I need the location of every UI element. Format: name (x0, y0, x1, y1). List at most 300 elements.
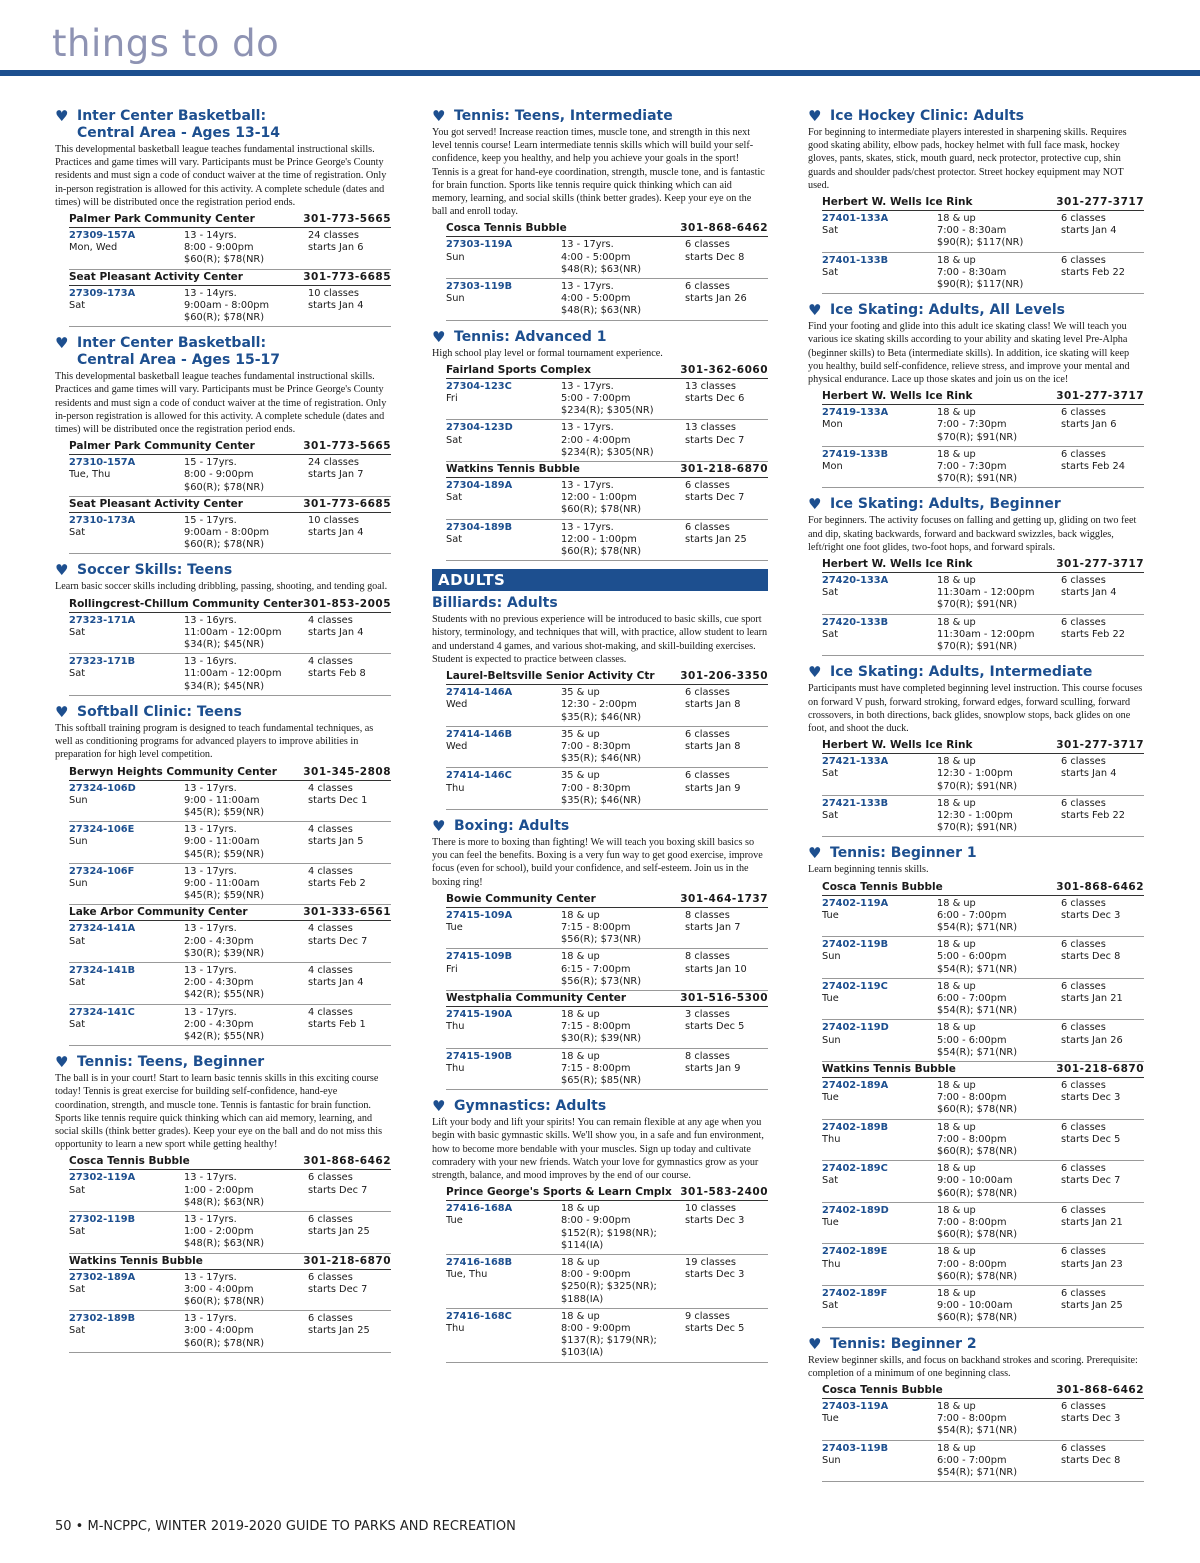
class-row (822, 1441, 1144, 1483)
cell-line: 6 classes (1061, 1246, 1106, 1258)
cell-line: Sat (822, 587, 839, 599)
class-code[interactable]: 27304-189B (446, 521, 513, 533)
cell-line: 7:15 - 8:00pm (561, 1062, 631, 1074)
class-code[interactable]: 27324-141A (69, 923, 136, 935)
activity-title-line: ♥ Tennis: Beginner 1 (830, 845, 977, 862)
location-header (446, 462, 768, 478)
cell-line: $60(R); $78(NR) (937, 1229, 1018, 1241)
cell (69, 965, 184, 1002)
class-code[interactable]: 27309-157A (69, 230, 136, 242)
class-code[interactable]: 27304-123D (446, 422, 513, 434)
cell-line: starts Dec 8 (1061, 1454, 1121, 1466)
cell-line: 13 - 17yrs. (561, 480, 614, 492)
cell-line: $70(R); $91(NR) (937, 473, 1018, 485)
cell (937, 449, 1061, 486)
class-code[interactable]: 27402-119A (822, 897, 889, 909)
cell (69, 1007, 184, 1044)
activity-title (432, 329, 768, 346)
cell-line: $60(R); $78(NR) (561, 546, 642, 558)
cell-line: $60(R); $78(NR) (184, 254, 265, 266)
cell-line: Sat (69, 1018, 86, 1030)
class-code[interactable]: 27401-133B (822, 254, 889, 266)
cell-line: $60(R); $78(NR) (937, 1187, 1018, 1199)
cell (1061, 213, 1144, 250)
cell-line: 6 classes (1061, 448, 1106, 460)
cell-line: Sun (69, 877, 88, 889)
cell-line: 6 classes (1061, 797, 1106, 809)
location-block (69, 270, 391, 328)
cell-line: Sun (69, 794, 88, 806)
class-code[interactable]: 27414-146B (446, 728, 513, 740)
class-code[interactable]: 27415-109A (446, 909, 513, 921)
activity-description: Review beginner skills, and focus on backhand strokes and scoring. Prerequisite: completion of a minimum of one beginning class. (808, 1354, 1138, 1379)
location-block (446, 991, 768, 1090)
class-code[interactable]: 27414-146A (446, 687, 513, 699)
cell-line: 13 - 17yrs. (184, 964, 237, 976)
cell (308, 1313, 391, 1350)
cell-line: Fri (446, 393, 458, 405)
cell (1061, 449, 1144, 486)
cell-line: 1:00 - 2:00pm (184, 1184, 254, 1196)
cell (937, 1401, 1061, 1438)
cell-line: Thu (446, 782, 465, 794)
cell-line: $48(R); $63(NR) (561, 305, 642, 317)
class-code[interactable]: 27323-171B (69, 656, 136, 668)
cell-line: $45(R); $59(NR) (184, 848, 265, 860)
location-block (822, 195, 1144, 294)
cell (561, 951, 685, 988)
class-row (69, 613, 391, 655)
cell (561, 422, 685, 459)
class-code[interactable]: 27304-189A (446, 480, 513, 492)
cell-line: $54(R); $71(NR) (937, 1425, 1018, 1437)
cell-line: 5:00 - 7:00pm (561, 393, 631, 405)
cell (308, 1172, 391, 1209)
cell (937, 1080, 1061, 1117)
class-code[interactable]: 27402-189B (822, 1121, 889, 1133)
cell (446, 381, 561, 418)
class-row (822, 896, 1144, 938)
cell-line: 35 & up (561, 770, 600, 782)
cell-line: Sun (69, 836, 88, 848)
location-phone: 301-206-3350 (680, 670, 768, 683)
location-block (822, 1062, 1144, 1328)
cell-line: 18 & up (937, 1204, 976, 1216)
class-code[interactable]: 27309-173A (69, 287, 136, 299)
cell-line: 13 - 17yrs. (184, 1172, 237, 1184)
cell-line: 5:00 - 6:00pm (937, 1034, 1007, 1046)
activity-title (432, 818, 768, 835)
cell-line: $152(R); $198(NR); $114(IA) (561, 1227, 657, 1251)
cell (561, 1051, 685, 1088)
activity-section (55, 108, 391, 327)
cell-line: $48(R); $63(NR) (184, 1196, 265, 1208)
activity-section (808, 302, 1144, 488)
cell-line: 6 classes (685, 770, 730, 782)
class-code[interactable]: 27416-168A (446, 1203, 513, 1215)
cell-line: 35 & up (561, 687, 600, 699)
cell-line: starts Dec 3 (685, 1215, 745, 1227)
cell-line: starts Jan 6 (1061, 419, 1117, 431)
location-phone: 301-277-3717 (1056, 390, 1144, 403)
class-code[interactable]: 27402-189D (822, 1204, 889, 1216)
class-row (69, 781, 391, 823)
cell-line: Sun (446, 251, 465, 263)
cell-line: 18 & up (561, 1203, 600, 1215)
location-phone: 301-464-1737 (680, 892, 768, 905)
cell (561, 480, 685, 517)
class-code[interactable]: 27302-119A (69, 1172, 136, 1184)
cell-line: Sat (69, 668, 86, 680)
cell-line: starts Jan 26 (1061, 1034, 1123, 1046)
cell (446, 1311, 561, 1360)
cell (69, 615, 184, 652)
class-code[interactable]: 27303-119A (446, 239, 513, 251)
cell-line: 8:00 - 9:00pm (561, 1323, 631, 1335)
class-code[interactable]: 27402-119D (822, 1022, 889, 1034)
page-footer: 50 • M-NCPPC, WINTER 2019-2020 GUIDE TO PARKS AND RECREATION (55, 1519, 516, 1534)
cell-line: 6 classes (1061, 1121, 1106, 1133)
class-code[interactable]: 27324-106D (69, 782, 136, 794)
cell-line: 18 & up (561, 909, 600, 921)
activity-title-line: ♥ Inter Center Basketball: (77, 335, 267, 352)
cell-line: 18 & up (937, 448, 976, 460)
location-name: Palmer Park Community Center (69, 213, 255, 226)
class-code[interactable]: 27416-168C (446, 1310, 512, 1322)
class-code[interactable]: 27415-109B (446, 951, 513, 963)
cell-line: 19 classes (685, 1257, 737, 1268)
class-code[interactable]: 27302-189A (69, 1271, 136, 1283)
location-header (69, 212, 391, 228)
cell-line: 7:15 - 8:00pm (561, 921, 631, 933)
cell-line: starts Jan 7 (685, 921, 741, 933)
cell-line: 7:00 - 8:00pm (937, 1133, 1007, 1145)
activity-title-line: ♥ Tennis: Advanced 1 (454, 328, 607, 345)
cell (1061, 1288, 1144, 1325)
cell (822, 407, 937, 444)
cell-line: starts Dec 5 (685, 1021, 745, 1033)
cell (69, 1214, 184, 1251)
cell-line: 12:30 - 1:00pm (937, 768, 1013, 780)
cell-line: $48(R); $63(NR) (561, 263, 642, 275)
class-code[interactable]: 27324-141C (69, 1006, 135, 1018)
cell-line: starts Dec 5 (1061, 1133, 1121, 1145)
location-name: Watkins Tennis Bubble (446, 463, 580, 476)
cell-line: 24 classes (308, 457, 360, 469)
cell (937, 407, 1061, 444)
class-code[interactable]: 27420-133A (822, 575, 889, 587)
cell (822, 213, 937, 250)
activity-section (432, 108, 768, 321)
location-block (69, 439, 391, 497)
cell (308, 923, 391, 960)
cell-line: Sat (822, 628, 839, 640)
location-phone: 301-773-6685 (303, 497, 391, 510)
activity-description: This softball training program is designed to teach fundamental techniques, as well as conditioning programs for advanced players to improve abilities in preparation for high level competition. (55, 722, 374, 761)
class-code[interactable]: 27419-133B (822, 448, 889, 460)
class-code[interactable]: 27302-189B (69, 1313, 136, 1325)
location-header (446, 892, 768, 908)
cell-line: Wed (446, 699, 468, 711)
location-name: Herbert W. Wells Ice Rink (822, 739, 973, 752)
class-code[interactable]: 27304-123C (446, 380, 512, 392)
cell-line: Thu (446, 1021, 465, 1033)
location-header (69, 1154, 391, 1170)
cell (685, 381, 768, 418)
cell-line: 13 - 14yrs. (184, 287, 237, 299)
cell (308, 783, 391, 820)
cell (446, 687, 561, 724)
cell (446, 422, 561, 459)
activity-section (432, 329, 768, 562)
cell-line: starts Jan 10 (685, 963, 747, 975)
class-row (446, 908, 768, 950)
cell-line: $42(R); $55(NR) (184, 989, 265, 1001)
class-code[interactable]: 27310-157A (69, 457, 136, 469)
cell (184, 824, 308, 861)
cell-line: 7:00 - 8:00pm (937, 1092, 1007, 1104)
cell-line: 12:30 - 2:00pm (561, 699, 637, 711)
activity-title (808, 302, 1144, 319)
cell-line: Sat (446, 533, 463, 545)
class-code[interactable]: 27303-119B (446, 281, 513, 293)
location-name: Cosca Tennis Bubble (69, 1155, 190, 1168)
cell-line: 6 classes (1061, 1288, 1106, 1300)
class-row (446, 520, 768, 562)
class-code[interactable]: 27402-189F (822, 1288, 888, 1300)
class-code[interactable]: 27401-133A (822, 213, 889, 225)
cell-line: Sun (822, 1034, 841, 1046)
cell-line: 13 - 17yrs. (184, 824, 237, 836)
class-row (69, 921, 391, 963)
cell-line: 3 classes (685, 1008, 730, 1020)
location-phone: 301-773-5665 (303, 213, 391, 226)
cell-line: Tue (822, 909, 839, 921)
cell (69, 923, 184, 960)
cell-line: $30(R); $39(NR) (184, 947, 265, 959)
class-row (446, 379, 768, 421)
cell-line: 1:00 - 2:00pm (184, 1226, 254, 1238)
class-code[interactable]: 27414-146C (446, 770, 512, 782)
class-code[interactable]: 27324-106F (69, 865, 135, 877)
cell-line: Sat (69, 1226, 86, 1238)
cell-line: 35 & up (561, 728, 600, 740)
cell-line: starts Jan 8 (685, 699, 741, 711)
cell-line: 8:00 - 9:00pm (561, 1269, 631, 1281)
cell-line: Mon (822, 419, 843, 431)
activity-title (432, 1098, 768, 1115)
cell (446, 1203, 561, 1252)
cell (184, 615, 308, 652)
class-row (822, 796, 1144, 838)
location-phone: 301-868-6462 (1056, 880, 1144, 893)
cell (561, 1009, 685, 1046)
class-code[interactable]: 27403-119B (822, 1442, 889, 1454)
class-code[interactable]: 27323-171A (69, 614, 136, 626)
cell (184, 457, 308, 494)
class-row (69, 455, 391, 497)
class-code[interactable]: 27310-173A (69, 514, 136, 526)
cell-line: 18 & up (937, 1022, 976, 1034)
class-row (822, 1286, 1144, 1328)
cell (822, 617, 937, 654)
cell (69, 1313, 184, 1350)
cell-line: Mon (822, 461, 843, 473)
cell (69, 515, 184, 552)
cell-line: $60(R); $78(NR) (184, 481, 265, 493)
class-code[interactable]: 27419-133A (822, 407, 889, 419)
activity-title (808, 496, 1144, 513)
class-code[interactable]: 27416-168B (446, 1257, 513, 1268)
location-block (69, 1154, 391, 1253)
location-header (446, 1185, 768, 1201)
class-row (69, 1212, 391, 1254)
class-code[interactable]: 27402-189E (822, 1246, 888, 1258)
activity-title-line: ♥ Soccer Skills: Teens (77, 562, 233, 579)
cell (1061, 1443, 1144, 1480)
cell-line: starts Dec 8 (685, 251, 745, 263)
class-code[interactable]: 27421-133A (822, 756, 889, 768)
cell-line: 18 & up (937, 1288, 976, 1300)
class-code[interactable]: 27420-133B (822, 616, 889, 628)
cell (937, 1246, 1061, 1283)
cell-line: $35(R); $46(NR) (561, 753, 642, 765)
cell-line: Sat (446, 434, 463, 446)
cell (685, 687, 768, 724)
cell-line: starts Jan 26 (685, 293, 747, 305)
activity-title-line: ♥ Tennis: Teens, Beginner (77, 1054, 265, 1071)
class-code[interactable]: 27402-189A (822, 1079, 889, 1091)
cell-line: 6 classes (685, 239, 730, 251)
cell-line: $70(R); $91(NR) (937, 641, 1018, 653)
class-code[interactable]: 27403-119A (822, 1401, 889, 1413)
cell (822, 1205, 937, 1242)
cell (69, 1272, 184, 1309)
cell-line: 24 classes (308, 230, 360, 242)
cell-line: Sat (69, 977, 86, 989)
location-name: Herbert W. Wells Ice Rink (822, 196, 973, 209)
location-header (822, 880, 1144, 896)
cell-line: 2:00 - 4:30pm (184, 1018, 254, 1030)
cell-line: 8 classes (685, 1050, 730, 1062)
cell (69, 230, 184, 267)
activity-description: High school play level or formal tournament experience. (432, 347, 663, 359)
activity-title (432, 108, 768, 125)
cell (685, 951, 768, 988)
location-name: Cosca Tennis Bubble (822, 880, 943, 893)
activity-description: For beginning to intermediate players interested in sharpening skills. Requires good skating ability, elbow pads, hockey helmet with full face mask, hockey gloves, pants, skates, stick, mouth guard, neck protector, protective cup, shin guards and shoulder pads/chest protector. Street hockey equipment may NOT used. (808, 127, 1127, 191)
class-row (822, 1078, 1144, 1120)
cell (685, 239, 768, 276)
cell (308, 1214, 391, 1251)
activity-section (55, 1054, 391, 1353)
cell-line: 6:00 - 7:00pm (937, 1454, 1007, 1466)
cell-line: $60(R); $78(NR) (937, 1104, 1018, 1116)
class-code[interactable]: 27415-190B (446, 1050, 513, 1062)
cell-line: 13 - 17yrs. (184, 1006, 237, 1018)
location-block (69, 1254, 391, 1353)
activity-section (432, 1098, 768, 1362)
activity-description: Learn beginning tennis skills. (808, 864, 929, 876)
cell (1061, 1022, 1144, 1059)
cell-line: starts Feb 1 (308, 1018, 366, 1030)
cell (446, 729, 561, 766)
cell (184, 866, 308, 903)
activity-title (808, 108, 1144, 125)
cell-line: Tue (446, 1215, 463, 1227)
cell-line: $34(R); $45(NR) (184, 639, 265, 651)
cell (822, 255, 937, 292)
cell (446, 770, 561, 807)
class-code[interactable]: 27415-190A (446, 1008, 513, 1020)
activity-title (55, 704, 391, 721)
location-block (822, 557, 1144, 656)
cell-line: Tue (822, 1217, 839, 1228)
cell (308, 615, 391, 652)
activity-description: Find your footing and glide into this adult ice skating class! We will teach you various ice skating skills according to your ability and skating level Pre-Alpha (beginner skills) to Beta (intermediate skills). In addition, ice skating will keep you healthy, build self-confidence, relieve stress, and improve your mental and physical endurance. Lace up those skates and join us on the ice! (808, 321, 1130, 386)
cell-line: 4 classes (308, 964, 353, 976)
page-header-title: things to do (52, 22, 280, 65)
cell-line: $60(R); $78(NR) (184, 1337, 265, 1349)
cell-line: 18 & up (937, 616, 976, 628)
cell-line: 5:00 - 6:00pm (937, 951, 1007, 963)
class-code[interactable]: 27402-189C (822, 1163, 888, 1175)
location-header (822, 195, 1144, 211)
class-code[interactable]: 27421-133B (822, 797, 889, 809)
location-header (69, 597, 391, 613)
cell-line: 7:00 - 7:30pm (937, 419, 1007, 431)
cell-line: 13 classes (685, 422, 737, 434)
cell-line: 13 classes (685, 380, 737, 392)
location-name: Palmer Park Community Center (69, 440, 255, 453)
activity-title-line: ♥ Boxing: Adults (454, 817, 570, 834)
cell-line: Sat (69, 299, 86, 311)
cell-line: 6 classes (1061, 575, 1106, 587)
class-code[interactable]: 27324-141B (69, 964, 136, 976)
cell (69, 288, 184, 325)
cell (685, 281, 768, 318)
class-code[interactable]: 27402-119C (822, 980, 888, 992)
cell (446, 239, 561, 276)
cell-line: 6 classes (1061, 1401, 1106, 1413)
location-name: Bowie Community Center (446, 892, 596, 905)
cell-line: Sun (822, 951, 841, 963)
class-row (822, 1120, 1144, 1162)
cell-line: 13 - 17yrs. (561, 380, 614, 392)
cell-line: 11:00am - 12:00pm (184, 668, 282, 680)
cell-line: Fri (446, 963, 458, 975)
cell-line: 7:00 - 8:00pm (937, 1217, 1007, 1228)
cell-line: 4:00 - 5:00pm (561, 293, 631, 305)
class-code[interactable]: 27302-119B (69, 1213, 136, 1225)
location-name: Seat Pleasant Activity Center (69, 270, 243, 283)
cell (184, 230, 308, 267)
cell-line: Sun (822, 1454, 841, 1466)
activity-title (55, 1054, 391, 1071)
class-row (822, 1399, 1144, 1441)
cell-line: 13 - 17yrs. (184, 782, 237, 794)
cell (822, 798, 937, 835)
cell-line: 9:00 - 11:00am (184, 836, 260, 848)
class-code[interactable]: 27324-106E (69, 824, 135, 836)
cell-line: starts Feb 22 (1061, 628, 1125, 640)
cell-line: Sat (822, 768, 839, 780)
class-code[interactable]: 27402-119B (822, 939, 889, 951)
location-name: Seat Pleasant Activity Center (69, 497, 243, 510)
cell-line: Thu (446, 1323, 465, 1335)
cell (937, 617, 1061, 654)
cell (937, 756, 1061, 793)
